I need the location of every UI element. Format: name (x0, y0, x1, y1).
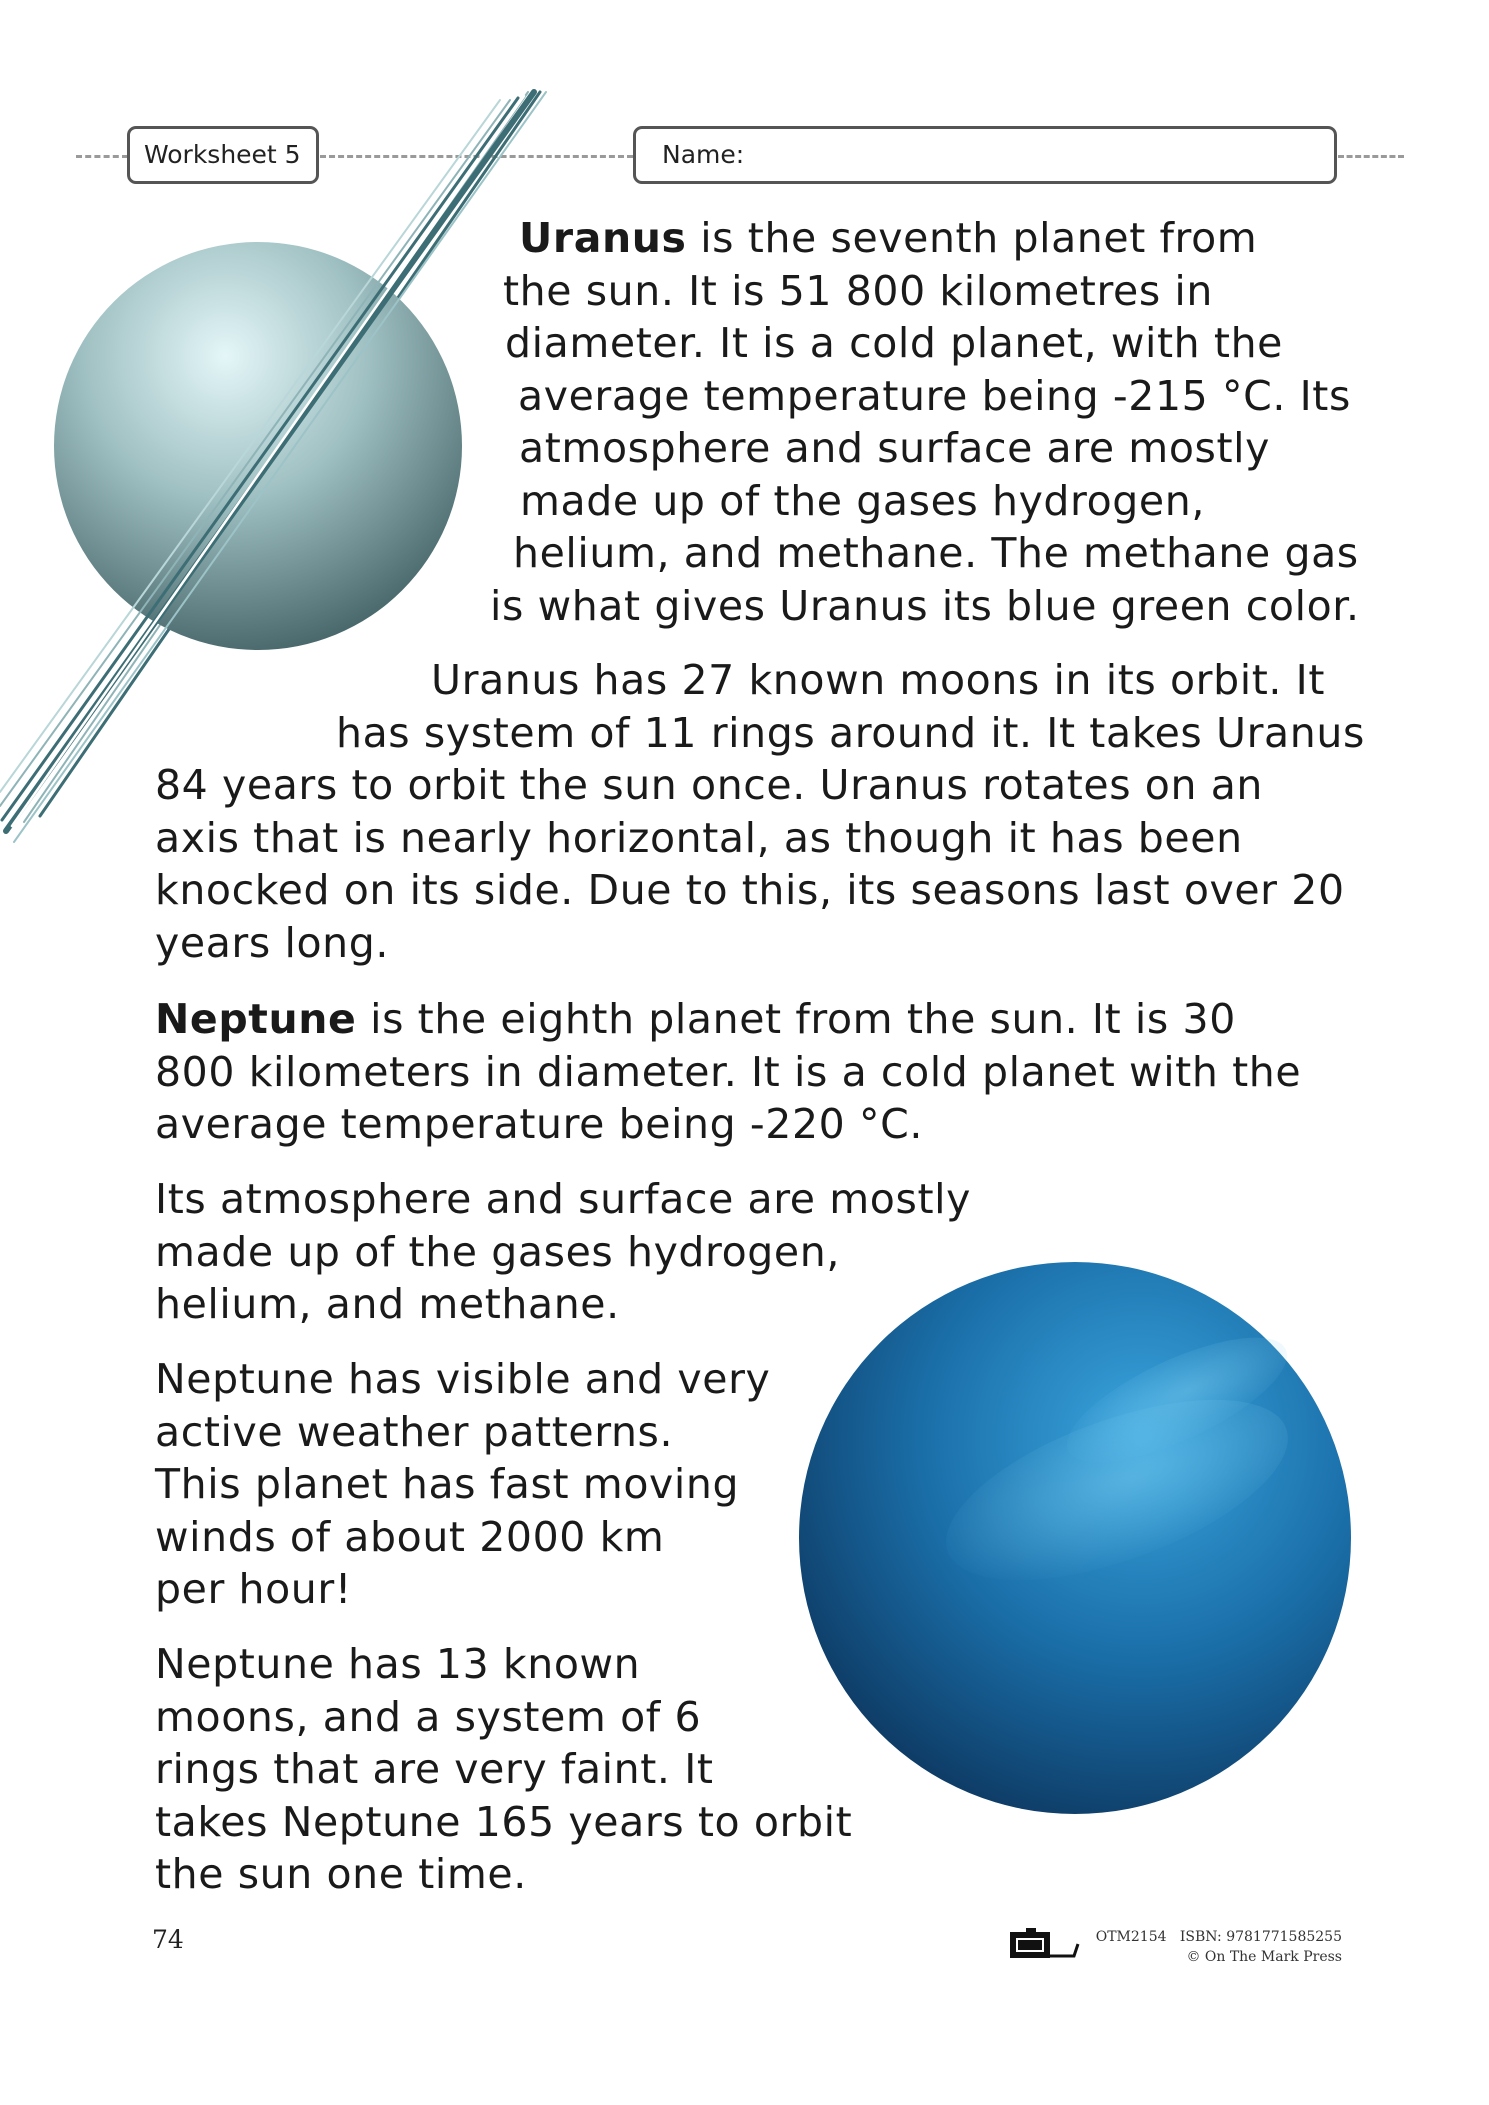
text-line: per hour! (155, 1565, 352, 1613)
page-number: 74 (152, 1925, 184, 1954)
text-line: years long. (155, 918, 389, 967)
text-line: made up of the gases hydrogen, (520, 476, 1205, 525)
text-span: is the eighth planet from the sun. It is 30 (356, 995, 1236, 1043)
text-line: winds of about 2000 km (155, 1512, 665, 1561)
header-dash-right (1338, 155, 1404, 158)
text-line: Uranus has 27 known moons in its orbit. It (431, 656, 1326, 704)
text-line: has system of 11 rings around it. It takes Uranus (336, 708, 1365, 757)
text-line: Neptune has 13 known (155, 1640, 641, 1688)
text-line: the sun one time. (155, 1850, 527, 1898)
neptune-weather-paragraph (155, 1353, 770, 1616)
text-line: diameter. It is a cold planet, with the (505, 319, 1283, 367)
name-field[interactable] (633, 126, 1337, 184)
text-line: helium, and methane. (155, 1280, 620, 1328)
text-line: atmosphere and surface are mostly (519, 424, 1271, 472)
uranus-moons-paragraph (155, 654, 1365, 969)
uranus-intro-paragraph (490, 212, 1360, 632)
neptune-intro-paragraph (155, 993, 1301, 1151)
text-span: is the seventh planet from (686, 214, 1258, 262)
text-line: This planet has fast moving (155, 1460, 740, 1508)
uranus-heading: Uranus (519, 214, 687, 262)
uranus-sphere (54, 242, 462, 650)
footer-code-line (1090, 1927, 1342, 1947)
copyright: © On The Mark Press (1186, 1949, 1342, 1965)
text-line: is what gives Uranus its blue green color. (490, 581, 1360, 630)
worksheet-label-text: Worksheet 5 (144, 140, 301, 169)
text-line: 84 years to orbit the sun once. Uranus rotates on an (155, 761, 1264, 809)
publisher-logo-icon (1008, 1926, 1080, 1962)
name-label: Name: (662, 140, 745, 169)
text-line: moons, and a system of 6 (155, 1692, 702, 1741)
footer-codes (1090, 1927, 1342, 1967)
text-line: axis that is nearly horizontal, as though it has been (155, 813, 1243, 862)
neptune-atmosphere-paragraph (155, 1173, 971, 1331)
text-line (155, 993, 1301, 1046)
neptune-moons-paragraph (155, 1638, 852, 1901)
text-line: helium, and methane. The methane gas (513, 529, 1359, 577)
text-line: average temperature being -215 °C. Its (518, 371, 1351, 420)
text-line: Its atmosphere and surface are mostly (155, 1175, 971, 1223)
product-code: OTM2154 (1095, 1929, 1167, 1945)
text-line: made up of the gases hydrogen, (155, 1227, 840, 1276)
text-line: knocked on its side. Due to this, its seasons last over 20 (155, 866, 1345, 914)
text-line: average temperature being -220 °C. (155, 1100, 923, 1148)
text-line: takes Neptune 165 years to orbit (155, 1797, 853, 1846)
neptune-image (797, 1260, 1353, 1816)
text-line (519, 212, 1360, 265)
neptune-heading: Neptune (155, 995, 357, 1043)
isbn: ISBN: 9781771585255 (1179, 1929, 1342, 1945)
text-line: Neptune has visible and very (155, 1355, 771, 1403)
text-line: 800 kilometers in diameter. It is a cold planet with the (155, 1047, 1302, 1096)
text-line: rings that are very faint. It (155, 1745, 714, 1793)
text-line: active weather patterns. (155, 1407, 674, 1456)
text-line: the sun. It is 51 800 kilometres in (503, 266, 1213, 315)
